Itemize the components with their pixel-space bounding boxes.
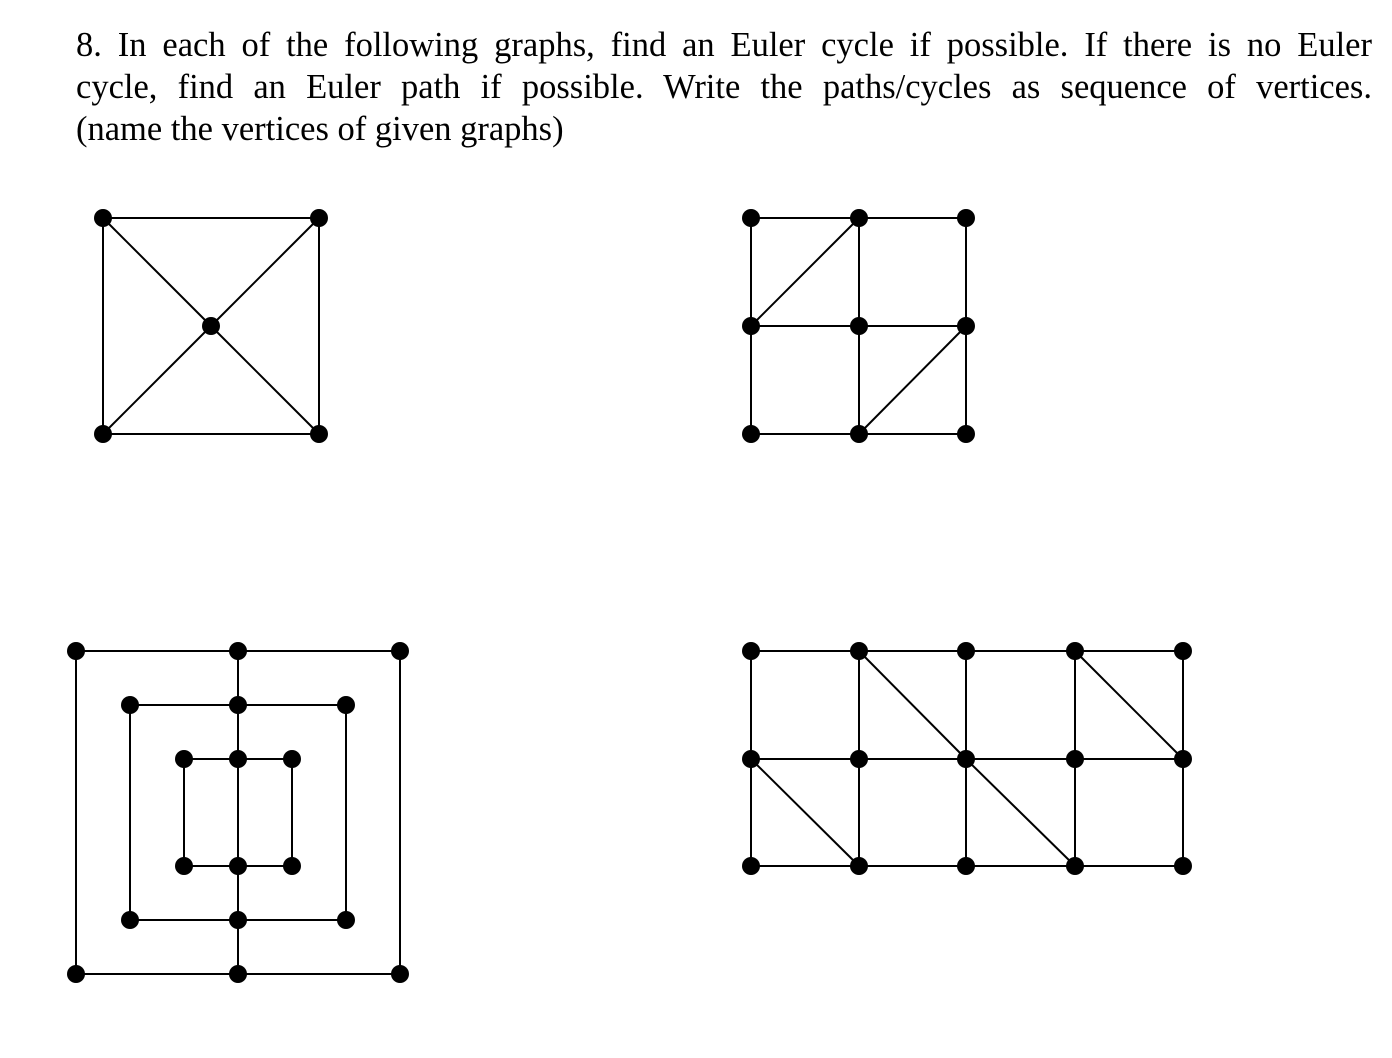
graph-vertex	[742, 642, 760, 660]
graph-vertex	[337, 911, 355, 929]
graph-edge	[103, 326, 211, 434]
graph-vertex	[957, 857, 975, 875]
graph-vertex	[850, 642, 868, 660]
graph-vertex	[67, 642, 85, 660]
graph-edge	[966, 759, 1075, 866]
graph-vertex	[94, 209, 112, 227]
graph-vertex	[121, 911, 139, 929]
graph-vertex	[742, 750, 760, 768]
graph-vertex	[121, 696, 139, 714]
graph-vertex	[742, 425, 760, 443]
graph-vertex	[229, 911, 247, 929]
graph-vertex	[283, 857, 301, 875]
graph-vertex	[1174, 857, 1192, 875]
graph-vertex	[67, 965, 85, 983]
graph-vertex	[957, 317, 975, 335]
graph-vertex	[175, 857, 193, 875]
graph-vertex	[229, 857, 247, 875]
graph-nested-squares	[67, 642, 409, 983]
graph-vertex	[229, 696, 247, 714]
graph-vertex	[229, 750, 247, 768]
graph-vertex	[1174, 750, 1192, 768]
graph-vertex	[957, 209, 975, 227]
graph-vertex	[742, 857, 760, 875]
graph-edge	[1075, 651, 1183, 759]
graph-vertex	[957, 750, 975, 768]
problem-line-1: 8. In each of the following graphs, find an Euler cycle if possible. If there is no Euler	[76, 26, 1372, 64]
graph-vertex	[337, 696, 355, 714]
graph-edge	[859, 326, 966, 434]
graph-square-with-center	[94, 209, 328, 443]
graph-3x3-grid-with-diagonals	[742, 209, 975, 443]
problem-line-2: cycle, find an Euler path if possible. Write the paths/cycles as sequence of vertices.	[76, 68, 1372, 106]
graph-vertex	[1066, 750, 1084, 768]
graph-vertex	[229, 965, 247, 983]
graph-edge	[751, 759, 859, 866]
graph-vertex	[957, 642, 975, 660]
graph-edge	[751, 218, 859, 326]
graph-vertex	[94, 425, 112, 443]
graph-vertex	[850, 425, 868, 443]
graph-edge	[103, 218, 211, 326]
graph-vertex	[1174, 642, 1192, 660]
graph-vertex	[742, 317, 760, 335]
graph-vertex	[742, 209, 760, 227]
graph-edge	[211, 326, 319, 434]
graph-vertex	[229, 642, 247, 660]
graph-vertex	[391, 965, 409, 983]
graph-vertex	[1066, 642, 1084, 660]
graph-vertex	[391, 642, 409, 660]
graph-vertex	[850, 209, 868, 227]
graph-vertex	[850, 857, 868, 875]
graph-vertex	[175, 750, 193, 768]
graph-vertex	[310, 209, 328, 227]
graph-3x5-grid-with-diagonals	[742, 642, 1192, 875]
problem-line-3: (name the vertices of given graphs)	[76, 110, 564, 148]
graph-vertex	[957, 425, 975, 443]
graph-vertex	[202, 317, 220, 335]
graph-vertex	[310, 425, 328, 443]
graph-vertex	[850, 750, 868, 768]
graph-edge	[859, 651, 966, 759]
graph-vertex	[850, 317, 868, 335]
graph-vertex	[1066, 857, 1084, 875]
graph-edge	[211, 218, 319, 326]
graph-vertex	[283, 750, 301, 768]
